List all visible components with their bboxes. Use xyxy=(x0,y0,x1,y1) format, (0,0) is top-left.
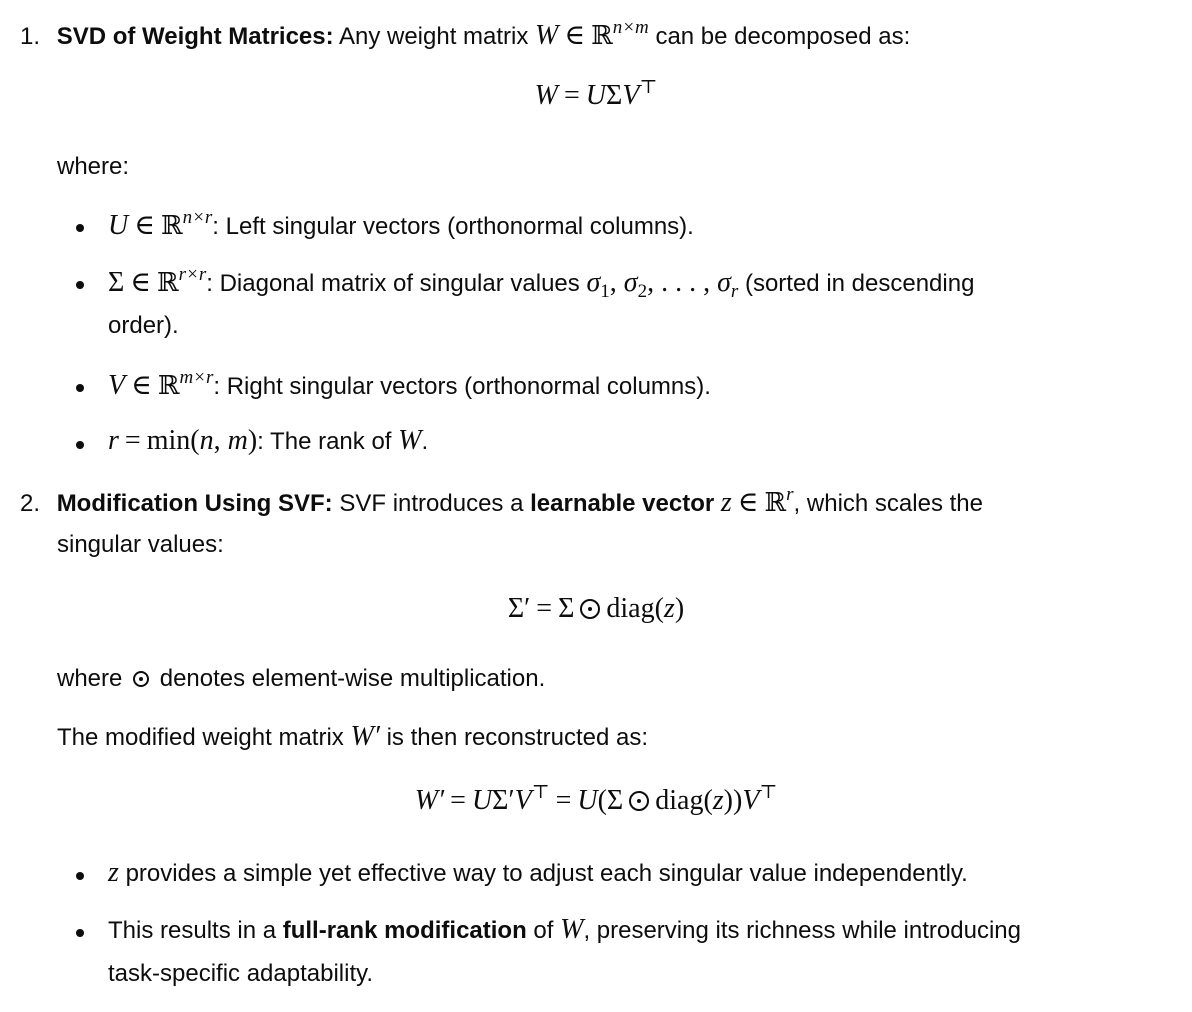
item1-heading: SVD of Weight Matrices: xyxy=(56,23,334,50)
bullet-dot xyxy=(76,872,84,880)
bullet-dot xyxy=(76,441,84,449)
bullet-full-bold: full-rank modification xyxy=(282,917,527,944)
bullet-full-pre: This results in a xyxy=(108,917,277,944)
bullet-v: V ∈ ℝ$^{m\times r}$: Right singular vectors (orthonormal columns). xyxy=(108,367,711,401)
item2-where: where xyxy=(57,665,123,692)
odot-icon xyxy=(629,791,649,811)
item2-intro: SVF introduces a xyxy=(339,490,524,517)
bullet-full-cont: task-specific adaptability. xyxy=(108,960,374,987)
bullet-full-rank: This results in a full-rank modification of W, preserving its richness while introducing xyxy=(108,914,1021,945)
bullet-sigma-tail: (sorted in descending xyxy=(738,270,975,297)
item2-recon-line: The modified weight matrix W′ is then reconstructed as: xyxy=(57,721,649,752)
item2-number: 2. xyxy=(20,490,41,517)
item2-recon-pre: The modified weight matrix xyxy=(57,724,344,751)
bullet-u-desc: : Left singular vectors (orthonormal columns). xyxy=(212,213,694,240)
bullet-dot xyxy=(76,281,84,289)
equation-sigma-prime: Σ′ = Σ diag(z) xyxy=(507,593,685,624)
odot-icon xyxy=(580,599,600,619)
item2-heading: Modification Using SVF: xyxy=(56,490,333,517)
item2-learnable: learnable vector xyxy=(530,490,715,517)
item2-recon-tail: is then reconstructed as: xyxy=(386,724,649,751)
bullet-dot xyxy=(76,384,84,392)
bullet-sigma-desc: : Diagonal matrix of singular values xyxy=(206,270,580,297)
item2-where-line xyxy=(57,667,545,691)
bullet-dot xyxy=(76,224,84,232)
item1-line xyxy=(20,17,911,51)
item2-intro-tail: , which scales the xyxy=(793,490,983,517)
bullet-full-tail: , preserving its richness while introducing xyxy=(583,917,1021,944)
odot-icon xyxy=(133,671,149,687)
item1-intro-tail: can be decomposed as: xyxy=(655,23,911,50)
item2-intro-cont: singular values: xyxy=(57,531,224,558)
bullet-z: z provides a simple yet effective way to adjust each singular value independently. xyxy=(108,857,968,888)
bullet-u: U ∈ ℝ$^{n\times r}$: Left singular vectors (orthonormal columns). xyxy=(108,207,694,241)
math-z-in-R-r: z ∈ ℝ$^r$ xyxy=(720,484,794,518)
item1-number: 1. xyxy=(20,23,41,50)
bullet-v-desc: : Right singular vectors (orthonormal columns). xyxy=(213,373,711,400)
bullet-full-of: of xyxy=(533,917,554,944)
item1-intro: Any weight matrix xyxy=(338,23,529,50)
bullet-dot xyxy=(76,929,84,937)
item2-where-tail: denotes element-wise multiplication. xyxy=(159,665,546,692)
bullet-sigma: Σ ∈ ℝ$^{r\times r}$: Diagonal matrix of singular values $\sigma_1$, $\sigma_2$, . . . , $\sigma_r$ (sorted in descending xyxy=(108,264,975,302)
bullet-r: r = min(n, m): The rank of W. xyxy=(108,425,429,456)
item2-line xyxy=(20,484,983,518)
bullet-sigma-cont: order). xyxy=(108,312,179,339)
equation-reconstruction: W′ = UΣ′V⊤ = U(Σ diag(z))V⊤ xyxy=(414,782,778,816)
item1-where: where: xyxy=(57,153,130,180)
bullet-r-desc: : The rank of xyxy=(257,428,392,455)
bullet-z-desc: provides a simple yet effective way to adjust each singular value independently. xyxy=(125,860,968,887)
equation-svd: W = UΣV⊤ xyxy=(534,77,658,111)
math-W-in-R-nxm: W ∈ ℝ$^{n\times m}$ xyxy=(535,17,649,51)
math-sigma-list: $\sigma_1$, $\sigma_2$, . . . , $\sigma_r$ xyxy=(586,267,739,302)
